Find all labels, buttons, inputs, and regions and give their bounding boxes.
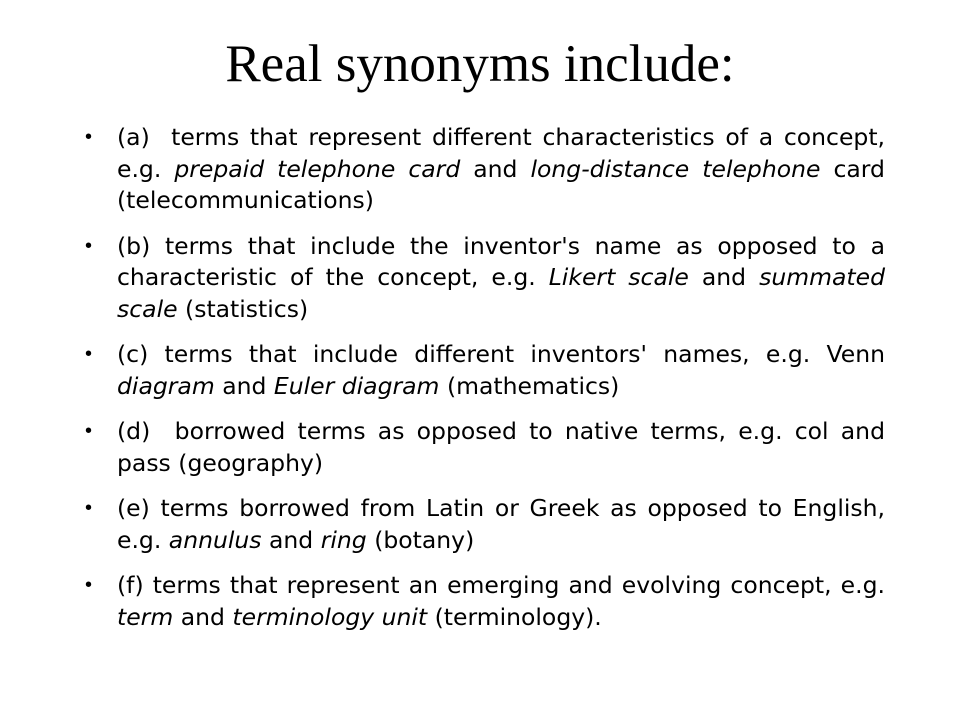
- bullet-text-italic-segment: Likert scale: [548, 263, 689, 291]
- bullet-icon: •: [85, 497, 93, 519]
- bullet-item-e: [80, 493, 885, 556]
- bullet-text-segment: (e) terms borrowed from Latin or Greek as opposed to English, e.g.: [117, 494, 885, 554]
- bullet-text-segment: and: [214, 371, 274, 400]
- bullet-text-segment: and: [261, 525, 321, 554]
- bullet-item-a: [80, 122, 885, 217]
- bullet-text-segment: and: [460, 154, 531, 183]
- bullet-text-segment: (a) terms that represent different characteristics of a concept, e.g.: [117, 123, 885, 183]
- bullet-item-c: [80, 339, 885, 402]
- bullet-text-italic-segment: ring: [320, 525, 367, 554]
- bullet-text-segment: (botany): [366, 525, 475, 554]
- bullet-item-f: [80, 570, 885, 633]
- bullet-text-italic-segment: summated scale: [117, 263, 885, 323]
- bullet-text-italic-segment: diagram: [117, 371, 215, 400]
- bullet-icon: •: [85, 574, 93, 596]
- bullet-text-segment: (statistics): [177, 294, 309, 323]
- bullet-text-italic-segment: Euler diagram: [273, 371, 440, 400]
- bullet-text-segment: and: [173, 602, 233, 631]
- bullet-text-segment: (c) terms that include different inventors' names, e.g. Venn: [117, 340, 885, 368]
- bullet-text-italic-segment: annulus: [168, 525, 262, 554]
- bullet-text-italic-segment: terminology unit: [232, 602, 428, 631]
- bullet-icon: •: [85, 126, 93, 148]
- bullet-icon: •: [85, 420, 93, 442]
- bullet-text-italic-segment: prepaid telephone card: [174, 154, 461, 183]
- bullet-text-segment: (mathematics): [439, 371, 620, 400]
- bullet-item-d: [80, 416, 885, 479]
- bullet-list: [80, 122, 885, 647]
- bullet-text-segment: (b) terms that include the inventor's name as opposed to a characteristic of the concept, e.g.: [117, 231, 885, 291]
- bullet-text-segment: and: [688, 263, 760, 291]
- bullet-item-b: [80, 231, 885, 326]
- bullet-text-segment: card (telecommunications): [117, 154, 885, 214]
- bullet-icon: •: [85, 234, 93, 257]
- bullet-text-segment: (d) borrowed terms as opposed to native terms, e.g. col and pass (geography): [117, 417, 885, 477]
- bullet-icon: •: [85, 343, 93, 365]
- slide-title: Real synonyms include:: [225, 35, 735, 93]
- bullet-text-segment: (f) terms that represent an emerging and evolving concept, e.g.: [117, 571, 885, 599]
- bullet-text-segment: (terminology).: [427, 602, 602, 631]
- bullet-text-italic-segment: long-distance telephone: [530, 154, 821, 183]
- bullet-text-italic-segment: term: [117, 602, 174, 631]
